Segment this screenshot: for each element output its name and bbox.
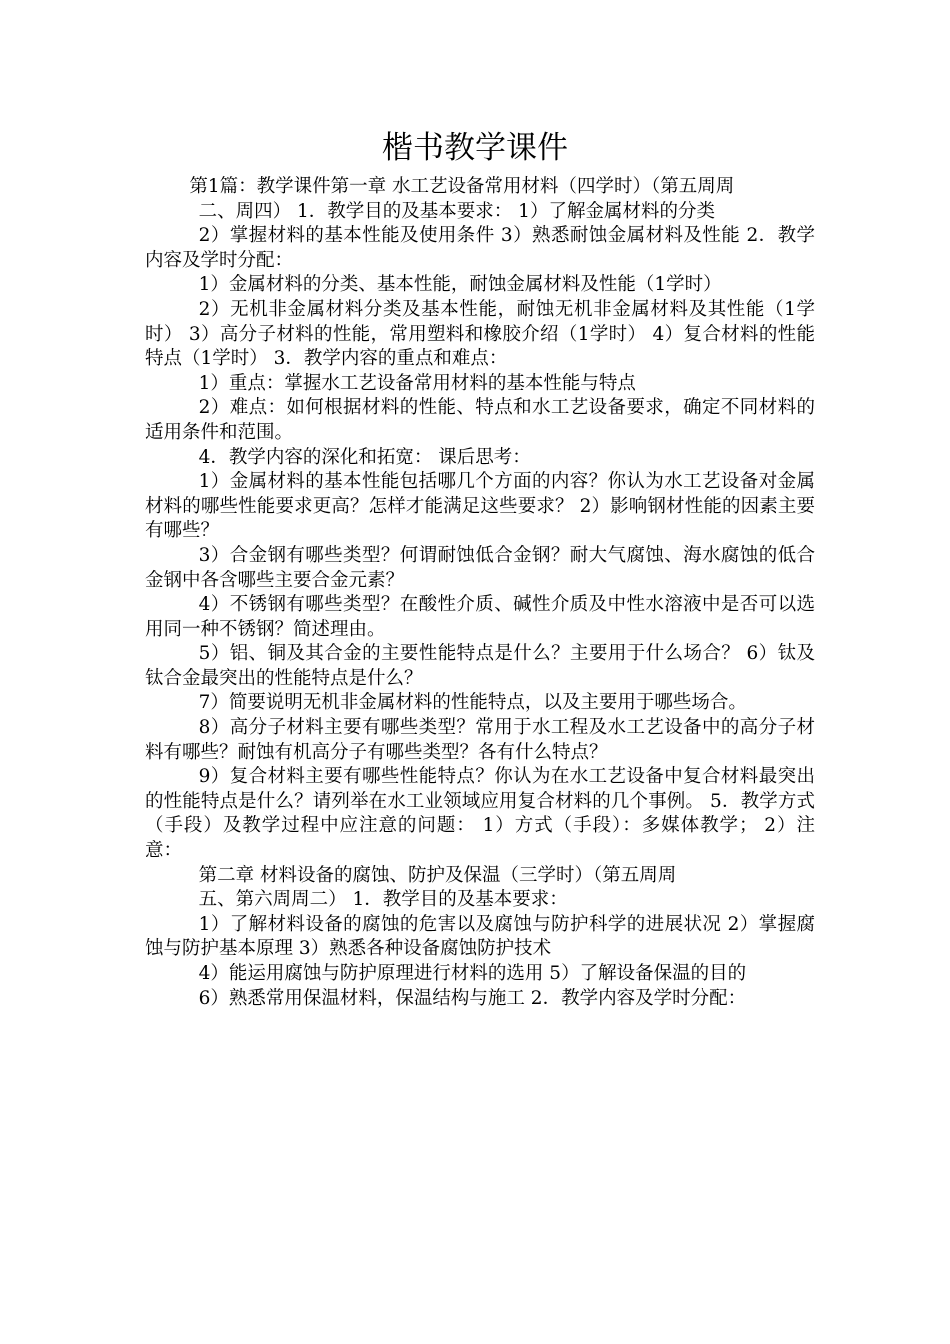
paragraph: 1）重点：掌握水工艺设备常用材料的基本性能与特点 <box>198 372 636 394</box>
paragraph: 4）不锈钢有哪些类型？在酸性介质、碱性介质及中性水溶液中是否可以选用同一种不锈钢？简述理由。 <box>145 594 815 640</box>
document-body <box>145 175 815 1011</box>
paragraph: 4）能运用腐蚀与防护原理进行材料的选用 5）了解设备保温的目的 <box>198 963 747 984</box>
paragraph: 6）熟悉常用保温材料，保温结构与施工 2．教学内容及学时分配： <box>198 987 747 1009</box>
paragraph: 2）难点：如何根据材料的性能、特点和水工艺设备要求，确定不同材料的适用条件和范围。 <box>145 397 815 443</box>
paragraph: 2）无机非金属材料分类及基本性能，耐蚀无机非金属材料及其性能（1学时） 3）高分子材料的性能，常用塑料和橡胶介绍（1学时） 4）复合材料的性能特点（1学时） 3．教学内容的重点和难点： <box>145 298 815 370</box>
paragraph: 1）金属材料的分类、基本性能，耐蚀金属材料及性能（1学时） <box>198 274 722 296</box>
paragraph: 1）了解材料设备的腐蚀的危害以及腐蚀与防护科学的进展状况 2）掌握腐蚀与防护基本原理 3）熟悉各种设备腐蚀防护技术 <box>145 913 815 960</box>
paragraph: 二、周四） 1．教学目的及基本要求： 1）了解金属材料的分类 <box>198 200 715 222</box>
paragraph: 7）简要说明无机非金属材料的性能特点，以及主要用于哪些场合。 <box>198 692 747 714</box>
paragraph: 五、第六周周二） 1．教学目的及基本要求： <box>198 889 568 911</box>
paragraph: 4．教学内容的深化和拓宽： 课后思考： <box>198 446 531 468</box>
paragraph: 2）掌握材料的基本性能及使用条件 3）熟悉耐蚀金属材料及性能 2．教学内容及学时分配： <box>145 225 815 271</box>
paragraph: 第二章 材料设备的腐蚀、防护及保温（三学时）（第五周周 <box>198 864 677 886</box>
paragraph: 8）高分子材料主要有哪些类型？常用于水工程及水工艺设备中的高分子材料有哪些？耐蚀有机高分子有哪些类型？各有什么特点？ <box>145 717 815 763</box>
paragraph: 1）金属材料的基本性能包括哪几个方面的内容？你认为水工艺设备对金属材料的哪些性能要求更高？怎样才能满足这些要求？ 2）影响钢材性能的因素主要有哪些？ <box>145 471 815 542</box>
paragraph: 3）合金钢有哪些类型？何谓耐蚀低合金钢？耐大气腐蚀、海水腐蚀的低合金钢中各含哪些主要合金元素？ <box>145 544 815 591</box>
paragraph: 第1篇：教学课件第一章 水工艺设备常用材料（四学时）（第五周周 <box>189 176 735 197</box>
document-title: 楷书教学课件 <box>382 130 568 166</box>
paragraph: 9）复合材料主要有哪些性能特点？你认为在水工艺设备中复合材料最突出的性能特点是什么？请列举在水工业领域应用复合材料的几个事例。 5．教学方式（手段）及教学过程中应注意的问题： 1）方式（手段）：多媒体教学； 2）注意： <box>145 766 815 862</box>
paragraph: 5）铝、铜及其合金的主要性能特点是什么？主要用于什么场合？ 6）钛及钛合金最突出的性能特点是什么？ <box>145 643 815 689</box>
